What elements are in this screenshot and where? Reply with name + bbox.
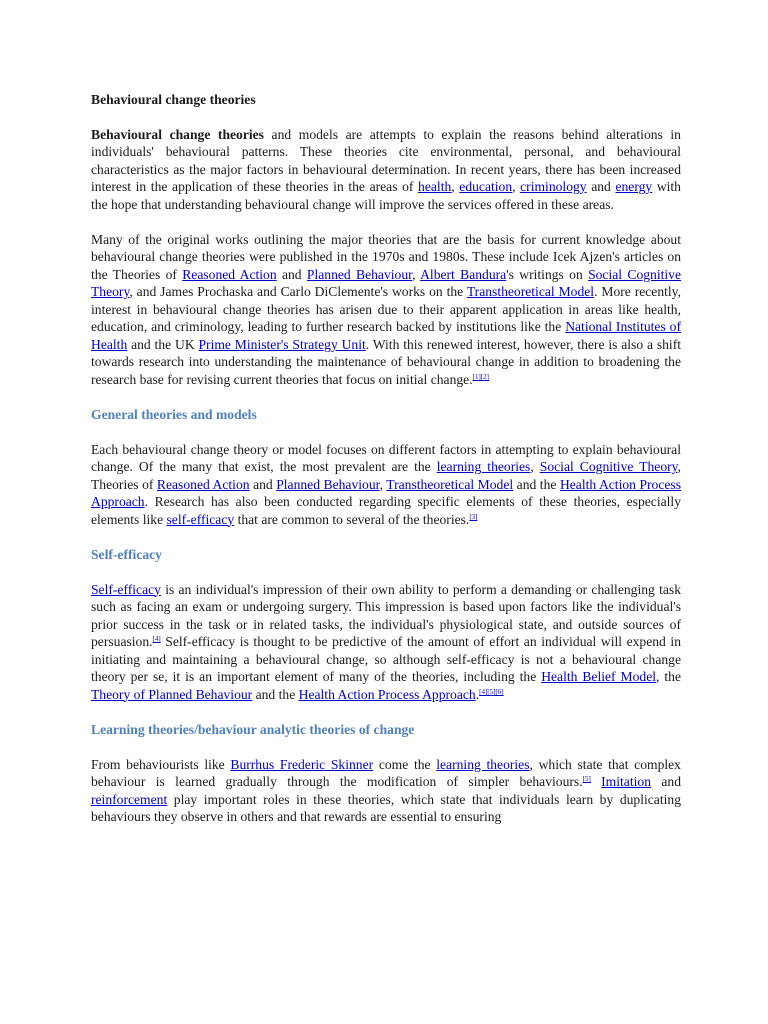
text-run: and the UK [127,336,199,352]
text-run: Many of the original works outlining the major theories that are the basis for current knowledge about behavioural change theories were published in the 1970s and 1980s. These include Icek Ajzen's articles on the Theories of [91,231,681,282]
learning-paragraph [91,756,681,826]
text-run: and [651,774,681,789]
text-run: Each behavioural change theory or model focuses on different factors in attempting to explain behavioural change. Of the many that exist, the most prevalent are the [91,441,681,474]
link-social-cognitive-theory[interactable]: Social Cognitive Theory [539,459,678,474]
text-run: From behaviourists like [91,756,231,772]
general-paragraph [91,441,681,529]
link-learning-theories[interactable]: learning theories [436,756,530,772]
link-planned-behaviour[interactable]: Planned Behaviour [306,266,413,282]
text-run: and models are attempts to explain the reasons behind alterations in individuals' behavioural patterns. These theories cite environmental, personal, and behavioural characteristics as the major factors in behavioural determination. In recent years, there has been increased interest in the application of these theories in the areas of [91,126,681,194]
text-run: 's writings on [506,266,589,282]
text-run: , [530,459,540,474]
link-health[interactable]: health [418,179,452,194]
link-education[interactable]: education [459,179,513,194]
text-run: with the hope that understanding behavioural change will improve the services offered in these areas. [91,179,681,212]
link-transtheoretical-model[interactable]: Transtheoretical Model [386,476,514,492]
bold-term: Behavioural change theories [91,126,264,142]
link-planned-behaviour[interactable]: Planned Behaviour [276,476,380,492]
text-run: is an individual's impression of their own ability to perform a demanding or challenging task such as facing an exam or undergoing surgery. This impression is based upon factors like the individual's prior success in the task or in related tasks, the individual's physiological state, and outside sources of persuasion. [91,581,681,649]
text-run: . [475,686,480,702]
section-heading-general: General theories and models [91,406,257,422]
link-nih[interactable]: National Institutes of Health [91,319,681,352]
text-run: and the [513,476,560,492]
text-run: , [379,476,387,492]
text-run: and [586,179,616,194]
link-skinner[interactable]: Burrhus Frederic Skinner [230,756,374,772]
link-self-efficacy[interactable]: Self-efficacy [91,581,161,597]
link-hapa[interactable]: Health Action Process Approach [298,686,476,702]
link-social-cognitive-theory[interactable]: Social Cognitive Theory [91,266,681,299]
section-heading-learning: Learning theories/behaviour analytic theories of change [91,721,415,737]
intro-paragraph [91,126,681,214]
link-reasoned-action[interactable]: Reasoned Action [182,266,277,282]
text-run: , [512,179,521,194]
link-learning-theories[interactable]: learning theories [436,459,531,474]
section-heading-self-efficacy: Self-efficacy [91,546,162,562]
link-reasoned-action[interactable]: Reasoned Action [156,476,250,492]
text-run: , [451,179,460,194]
text-run: , and James Prochaska and Carlo DiClemente's works on the [129,284,467,299]
citation-ref[interactable]: [4] [152,635,161,643]
text-run: and [249,476,277,492]
text-run: , the [656,669,681,684]
document-title: Behavioural change theories [91,92,256,107]
link-transtheoretical-model[interactable]: Transtheoretical Model [466,284,595,299]
text-run: and the [252,686,299,702]
document-body [91,91,681,843]
link-health-belief-model[interactable]: Health Belief Model [541,669,657,684]
text-run: . More recently, interest in behavioural change theories has arisen due to their apparent application in areas like health, education, and criminology, leading to further research backed by institutions like the [91,284,681,334]
text-run: come the [373,756,437,772]
history-paragraph [91,231,681,389]
link-reinforcement[interactable]: reinforcement [91,791,168,807]
link-hapa[interactable]: Health Action Process Approach [91,476,681,509]
text-run: . Research has also been conducted regarding specific elements of these theories, especially elements like [91,494,681,527]
link-criminology[interactable]: criminology [520,179,587,194]
link-theory-of-planned-behaviour[interactable]: Theory of Planned Behaviour [91,686,253,702]
citation-ref[interactable]: [3] [469,512,478,521]
link-albert-bandura[interactable]: Albert Bandura [420,266,507,282]
text-run: . With this renewed interest, however, there is also a shift towards research into understanding the maintenance of behavioural change in addition to broadening the research base for revising current theories that focus on initial change. [91,336,681,387]
text-run: Self-efficacy is thought to be predictive of the amount of effort an individual will expend in initiating and maintaining a behavioural change, so although self-efficacy is not a behavioural change theory per se, it is an important element of many of the theories, including the [91,634,681,684]
citation-ref[interactable]: [5] [582,775,591,783]
text-run: , Theories of [91,459,681,492]
text-run: play important roles in these theories, which state that individuals learn by duplicating behaviours they observe in others and that rewards are essential to ensuring [91,791,681,824]
self-efficacy-paragraph [91,581,681,704]
link-energy[interactable]: energy [615,179,653,194]
text-run: that are common to several of the theories. [234,511,470,527]
link-self-efficacy[interactable]: self-efficacy [166,511,235,527]
link-strategy-unit[interactable]: Prime Minister's Strategy Unit [198,336,366,352]
text-run: and [276,266,307,282]
link-imitation[interactable]: Imitation [601,774,651,789]
text-run: , which state that complex behaviour is learned gradually through the modification of simpler behaviours. [91,756,681,789]
citation-ref[interactable]: [4][5][6] [479,687,504,696]
text-run: , [412,266,421,282]
citation-ref[interactable]: [1][2] [472,372,489,381]
